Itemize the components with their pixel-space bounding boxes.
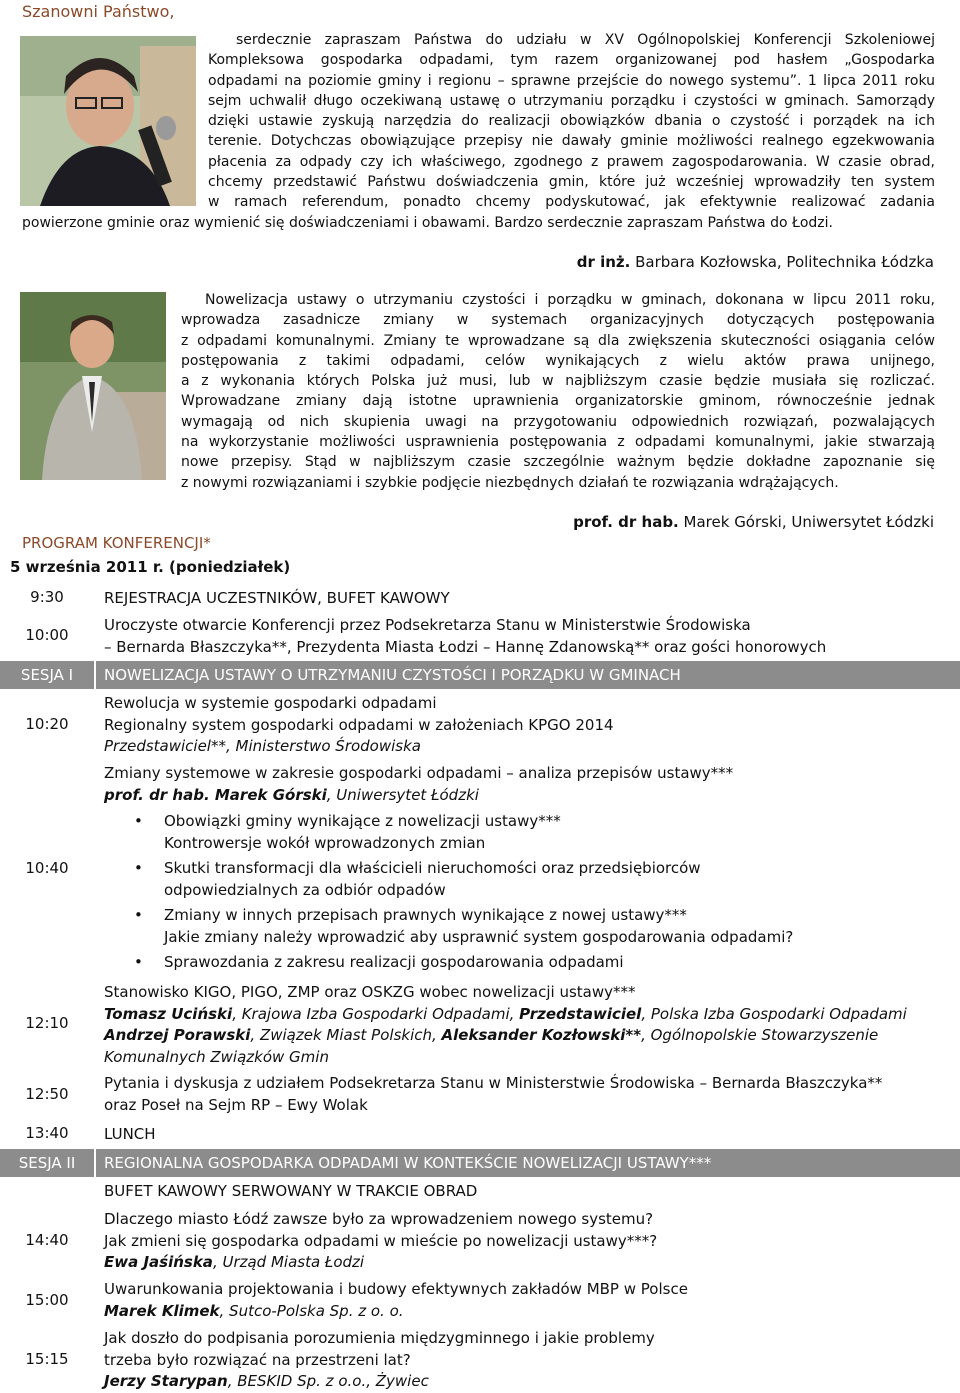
topic-text: Zmiany w innych przepisach prawnych wynikające z nowej ustawy*** [164, 906, 687, 924]
intro-line: chcemy przedstawić Państwu doświadczenia gmin, które już wcześniej wprowadziły ten system [208, 174, 935, 191]
topic-item [104, 952, 936, 974]
session-header-1 [0, 661, 960, 689]
second-line: wprowadza zasadnicze zmiany w systemach organizacyjnych dotyczących postępowania [181, 312, 935, 329]
agenda-speaker-name: Tomasz Uciński [104, 1004, 233, 1023]
agenda-time: 15:00 [25, 1291, 69, 1309]
topic-item [104, 858, 936, 901]
agenda-text: Zmiany systemowe w zakresie gospodarki odpadami – analiza przepisów ustawy*** [104, 764, 734, 782]
second-line: nowe przepisy. Stąd w najbliższym czasie szczególnie ważnym będzie dokładne zapoznanie się [181, 454, 935, 471]
second-line: z nowymi rozwiązaniami i szybkie podjęcie niezbędnych działań te rozwiązania wdrążających. [181, 474, 839, 491]
agenda-speaker-name: Marek Klimek [104, 1301, 220, 1320]
agenda-speaker-affiliation: , Uniwersytet Łódzki [326, 785, 479, 804]
agenda-text: Uwarunkowania projektowania i budowy efektywnych zakładów MBP w Polsce [104, 1280, 688, 1298]
agenda-text: Dlaczego miasto Łódź zawsze było za wprowadzeniem nowego systemu? [104, 1210, 654, 1228]
agenda-text: trzeba było rozwiązać na przestrzeni lat? [104, 1350, 411, 1369]
agenda-text: Regionalny system gospodarki odpadami w założeniach KPGO 2014 [104, 715, 614, 734]
agenda-time: 12:50 [25, 1085, 69, 1103]
program-date: 5 września 2011 r. (poniedziałek) [10, 558, 291, 576]
topic-list [104, 811, 936, 974]
bullet-icon: • [134, 906, 143, 924]
agenda-time: 10:40 [25, 859, 69, 877]
intro-last-line: powierzone gminie oraz wymienić się doświadczeniami i obawami. Bardzo serdecznie zapraszam Państwa do Łodzi. [22, 215, 833, 231]
intro-line: dzięki ustawie zyskują narzędzia do realizacji obowiązków dbania o czystość i porządek na ich [208, 113, 935, 130]
agenda-time: 13:40 [25, 1124, 69, 1142]
agenda-text: BUFET KAWOWY SERWOWANY W TRAKCIE OBRAD [104, 1182, 478, 1200]
bullet-icon: • [134, 812, 143, 830]
agenda-speaker-name: prof. dr hab. Marek Górski [104, 785, 327, 804]
agenda-text: REJESTRACJA UCZESTNIKÓW, BUFET KAWOWY [104, 589, 450, 607]
agenda-speaker: Przedstawiciel**, Ministerstwo Środowiska [104, 737, 421, 755]
intro-line: terenie. Dotychczas obowiązujące przepisy nie dawały gminie możliwości realnego egzekwowania [208, 133, 935, 150]
agenda-speaker-affiliation: , Urząd Miasta Łodzi [212, 1253, 365, 1271]
agenda-speaker-name: Jerzy Starypan [104, 1372, 228, 1390]
agenda-speaker-name: Ewa Jaśińska [104, 1253, 213, 1271]
agenda-time: 12:10 [25, 1014, 69, 1032]
topic-item [104, 811, 936, 854]
second-line: a z wykonania których Polska już musi, lub w najbliższym czasie będzie musiała się rozliczać. [181, 373, 935, 390]
program-title: PROGRAM KONFERENCJI* [22, 534, 211, 552]
bullet-icon: • [134, 953, 143, 971]
second-line: wymagają od nich skupienia uwagi na przygotowaniu odpowiednich rozwiązań, pozwalających [181, 413, 935, 430]
intro-line: w ramach referendum, ponadto chcemy podyskutować, jak efektywnie realizować zadania [208, 194, 935, 211]
intro-line: sejm uchwalił długo oczekiwaną ustawę o utrzymaniu porządku i czystości w gminach. Samorządy [208, 92, 935, 109]
agenda-speaker-affiliation: Komunalnych Związków Gmin [104, 1047, 329, 1066]
agenda-time: 10:20 [25, 715, 69, 733]
signature-kozlowska [577, 253, 934, 271]
agenda-time: 9:30 [30, 588, 64, 606]
second-line: Wprowadzane zmiany dają istotne uprawnienia organizatorskie gminom, równocześnie jednak [181, 393, 935, 410]
agenda-text: Uroczyste otwarcie Konferencji przez Podsekretarza Stanu w Ministerstwie Środowiska [104, 616, 751, 634]
speaker-photo-gorski [20, 292, 166, 480]
second-line: na wykorzystanie możliwości usprawnienia postępowania z odpadami komunalnymi, jakie stwarzają [181, 434, 935, 451]
session-divider [94, 1149, 96, 1177]
session-title: NOWELIZACJA USTAWY O UTRZYMANIU CZYSTOŚCI I PORZĄDKU W GMINACH [104, 666, 681, 684]
agenda-text: Pytania i dyskusja z udziałem Podsekretarza Stanu w Ministerstwie Środowiska – Bernarda Błaszczyka** [104, 1074, 883, 1092]
agenda-speaker-name: Przedstawiciel [519, 1004, 642, 1023]
bullet-icon: • [134, 859, 143, 877]
intro-line: odpadami na poziomie gminy i regionu – sprawne przejście do nowego systemu”. 1 lipca 2011 roku [208, 72, 935, 89]
topic-text: odpowiedzialnych za odbiór odpadów [164, 880, 446, 899]
topic-text: Obowiązki gminy wynikające z nowelizacji ustawy*** [164, 812, 561, 830]
session-label: SESJA II [18, 1154, 76, 1172]
topic-text: Jakie zmiany należy wprowadzić aby usprawnić system gospodarowania odpadami? [164, 927, 794, 946]
session-title: REGIONALNA GOSPODARKA ODPADAMI W KONTEKŚCIE NOWELIZACJI USTAWY*** [104, 1154, 712, 1172]
agenda-text: oraz Poseł na Sejm RP – Ewy Wolak [104, 1095, 368, 1114]
agenda-speaker-affiliation: , Sutco-Polska Sp. z o. o. [219, 1301, 404, 1320]
session-label: SESJA I [20, 666, 74, 684]
agenda-speaker-affiliation: , Krajowa Izba Gospodarki Odpadami, [232, 1004, 520, 1023]
agenda-speaker-affiliation: , Związek Miast Polskich, [250, 1026, 442, 1044]
agenda-speaker-affiliation: , BESKID Sp. z o.o., Żywiec [227, 1372, 429, 1390]
intro-line: serdecznie zapraszam Państwa do udziału w XV Ogólnopolskiej Konferencji Szkoleniowej [236, 32, 935, 48]
agenda-time: 10:00 [25, 626, 69, 644]
second-line: Nowelizacja ustawy o utrzymaniu czystości i porządku w gminach, dokonana w lipcu 2011 roku, [205, 292, 935, 308]
session-divider [94, 661, 96, 689]
intro-paragraph [208, 30, 935, 213]
agenda-speaker-affiliation: , Polska Izba Gospodarki Odpadami [641, 1004, 907, 1023]
agenda-time: 15:15 [25, 1350, 69, 1368]
signature-name: Marek Górski, Uniwersytet Łódzki [678, 513, 934, 531]
agenda-text: Jak doszło do podpisania porozumienia międzygminnego i jakie problemy [104, 1329, 655, 1347]
second-line: postępowania z takimi odpadami, celów wynikających z wielu aktów prawa unijnego, [181, 352, 935, 369]
agenda-speaker-affiliation: , Ogólnopolskie Stowarzyszenie [641, 1026, 879, 1044]
signature-gorski [573, 513, 934, 531]
signature-name: Barbara Kozłowska, Politechnika Łódzka [630, 253, 934, 271]
topic-text: Kontrowersje wokół wprowadzonych zmian [164, 833, 486, 852]
topic-item [104, 905, 936, 948]
agenda-text: Rewolucja w systemie gospodarki odpadami [104, 694, 437, 712]
signature-title: dr inż. [576, 253, 631, 271]
agenda-text: Jak zmieni się gospodarka odpadami w mieście po nowelizacji ustawy***? [104, 1231, 658, 1250]
second-paragraph [181, 290, 935, 493]
second-line: z odpadami komunalnymi. Zmiany te wprowadzane są dla zwiększenia skuteczności osiągania celów [181, 332, 935, 349]
speaker-photo-kozlowska [20, 36, 196, 206]
agenda-text: – Bernarda Błaszczyka**, Prezydenta Miasta Łodzi – Hannę Zdanowską** oraz gości honorowych [104, 637, 827, 656]
intro-line: Kompleksowa gospodarka odpadami, tym razem organizowanej pod hasłem „Gospodarka [208, 52, 935, 69]
agenda-text: LUNCH [104, 1125, 156, 1143]
agenda-speaker-name: Andrzej Porawski [104, 1026, 251, 1044]
signature-title: prof. dr hab. [573, 513, 679, 531]
agenda-time: 14:40 [25, 1231, 69, 1249]
greeting: Szanowni Państwo, [22, 2, 175, 21]
topic-text: Skutki transformacji dla właścicieli nieruchomości oraz przedsiębiorców [164, 859, 701, 877]
intro-line: płacenia za odpady czy ich właściwego, zgodnego z prawem zagospodarowania. W czasie obrad, [208, 153, 935, 170]
session-header-2 [0, 1149, 960, 1177]
agenda-text: Stanowisko KIGO, PIGO, ZMP oraz OSKZG wobec nowelizacji ustawy*** [104, 983, 636, 1001]
topic-text: Sprawozdania z zakresu realizacji gospodarowania odpadami [164, 953, 624, 971]
agenda-speaker-name: Aleksander Kozłowski** [441, 1026, 642, 1044]
